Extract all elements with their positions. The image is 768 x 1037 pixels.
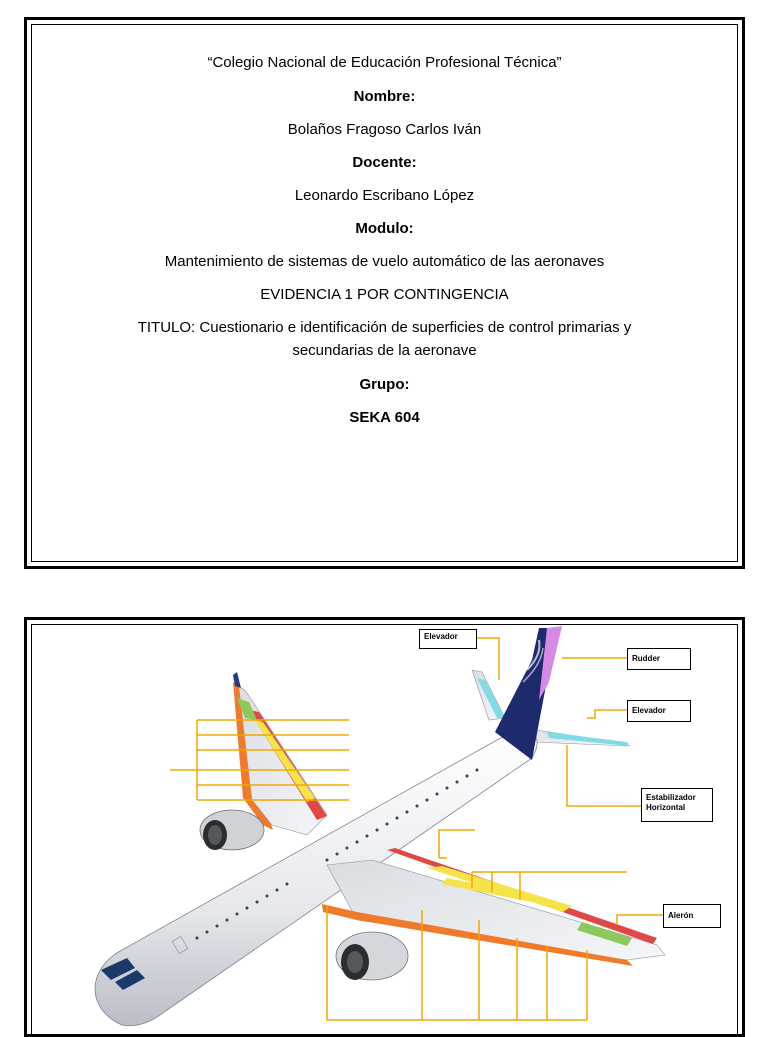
label-estabilizador-horizontal: [641, 788, 713, 822]
label-elevador-top: Elevador: [419, 629, 477, 649]
aircraft-illustration: [27, 620, 745, 1037]
teacher-label: Docente:: [352, 154, 417, 171]
title-line-1: TITULO: Cuestionario e identificación de superficies de control primarias y: [137, 319, 632, 336]
school-name: “Colegio Nacional de Educación Profesional Técnica”: [207, 54, 562, 71]
group-label: Grupo:: [359, 376, 410, 393]
left-engine: [200, 810, 264, 850]
label-elevador-right: Elevador: [627, 700, 691, 722]
teacher-name: Leonardo Escribano López: [294, 187, 475, 204]
horizontal-stabilizers: [472, 670, 630, 746]
student-name: Bolaños Fragoso Carlos Iván: [287, 121, 482, 138]
label-estabilizador-line1: Estabilizador: [646, 793, 696, 802]
right-engine: [336, 932, 408, 980]
label-estabilizador-line2: Horizontal: [646, 803, 686, 812]
left-wing: [233, 672, 327, 835]
evidence-title: EVIDENCIA 1 POR CONTINGENCIA: [260, 286, 509, 303]
module-name: Mantenimiento de sistemas de vuelo automático de las aeronaves: [164, 253, 605, 270]
module-label: Modulo:: [355, 220, 414, 237]
label-aleron: Alerón: [663, 904, 721, 928]
cover-inner-border: [31, 24, 738, 562]
aircraft-diagram-page: [24, 617, 745, 1037]
name-label: Nombre:: [353, 88, 416, 105]
group-value: SEKA 604: [349, 409, 420, 426]
cover-page: [24, 17, 745, 569]
label-rudder: Rudder: [627, 648, 691, 670]
title-line-2: secundarias de la aeronave: [292, 342, 477, 359]
